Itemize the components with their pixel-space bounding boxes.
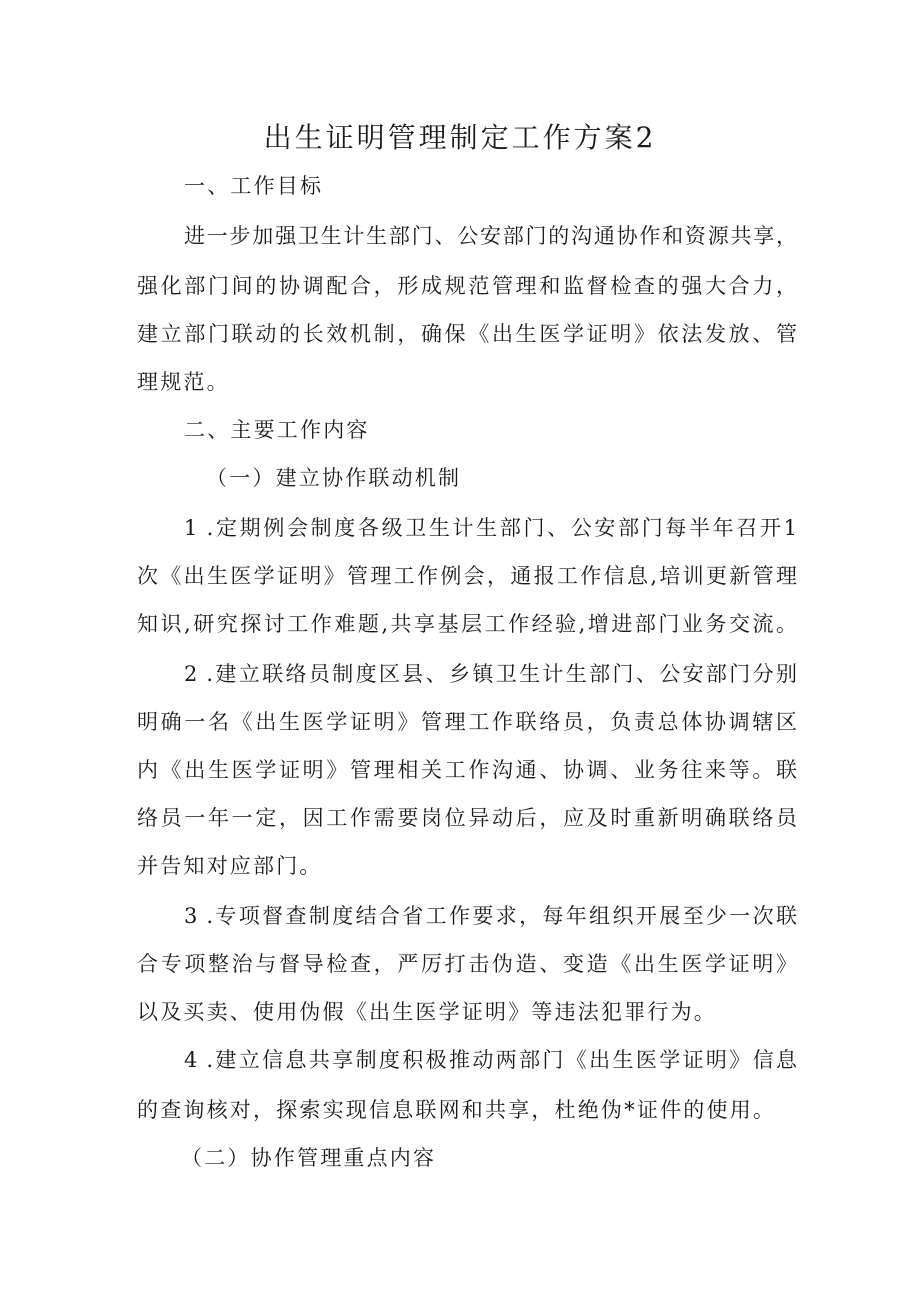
paragraph-line: 进一步加强卫生计生部门、公安部门的沟通协作和资源共享， — [184, 224, 797, 248]
section-heading-1: 一、工作目标 — [184, 174, 324, 198]
subsection-heading-2: （二）协作管理重点内容 — [181, 1146, 437, 1170]
paragraph-line: 络员一年一定，因工作需要岗位异动后，应及时重新明确联络员 — [137, 806, 797, 830]
section-heading-2: 二、主要工作内容 — [184, 418, 370, 442]
paragraph-line: 以及买卖、使用伪假《出生医学证明》等违法犯罪行为。 — [137, 1000, 717, 1024]
paragraph-line: 建立部门联动的长效机制，确保《出生医学证明》依法发放、管 — [137, 322, 797, 346]
paragraph-line: 明确一名《出生医学证明》管理工作联络员，负责总体协调辖区 — [137, 710, 797, 734]
paragraph-line: 1 .定期例会制度各级卫生计生部门、公安部门每半年召开1 — [184, 516, 797, 540]
paragraph-line: 强化部门间的协调配合，形成规范管理和监督检查的强大合力， — [137, 274, 797, 298]
paragraph-line: 内《出生医学证明》管理相关工作沟通、协调、业务往来等。联 — [137, 758, 797, 782]
paragraph-line: 并告知对应部门。 — [137, 854, 323, 878]
paragraph-line: 知识,研究探讨工作难题,共享基层工作经验,增进部门业务交流。 — [137, 612, 797, 636]
paragraph-line: 3 .专项督查制度结合省工作要求，每年组织开展至少一次联 — [184, 904, 797, 928]
paragraph-line: 的查询核对，探索实现信息联网和共享，杜绝伪*证件的使用。 — [137, 1098, 777, 1122]
paragraph-line: 合专项整治与督导检查，严厉打击伪造、变造《出生医学证明》 — [137, 952, 797, 976]
document-title: 出生证明管理制定工作方案2 — [263, 121, 657, 154]
paragraph-line: 4 .建立信息共享制度积极推动两部门《出生医学证明》信息 — [184, 1048, 797, 1072]
paragraph-line: 理规范。 — [137, 370, 230, 394]
paragraph-line: 2 .建立联络员制度区县、乡镇卫生计生部门、公安部门分别 — [184, 662, 797, 686]
paragraph-line: 次《出生医学证明》管理工作例会，通报工作信息,培训更新管理 — [137, 564, 797, 588]
subsection-heading-1: （一）建立协作联动机制 — [206, 466, 462, 490]
